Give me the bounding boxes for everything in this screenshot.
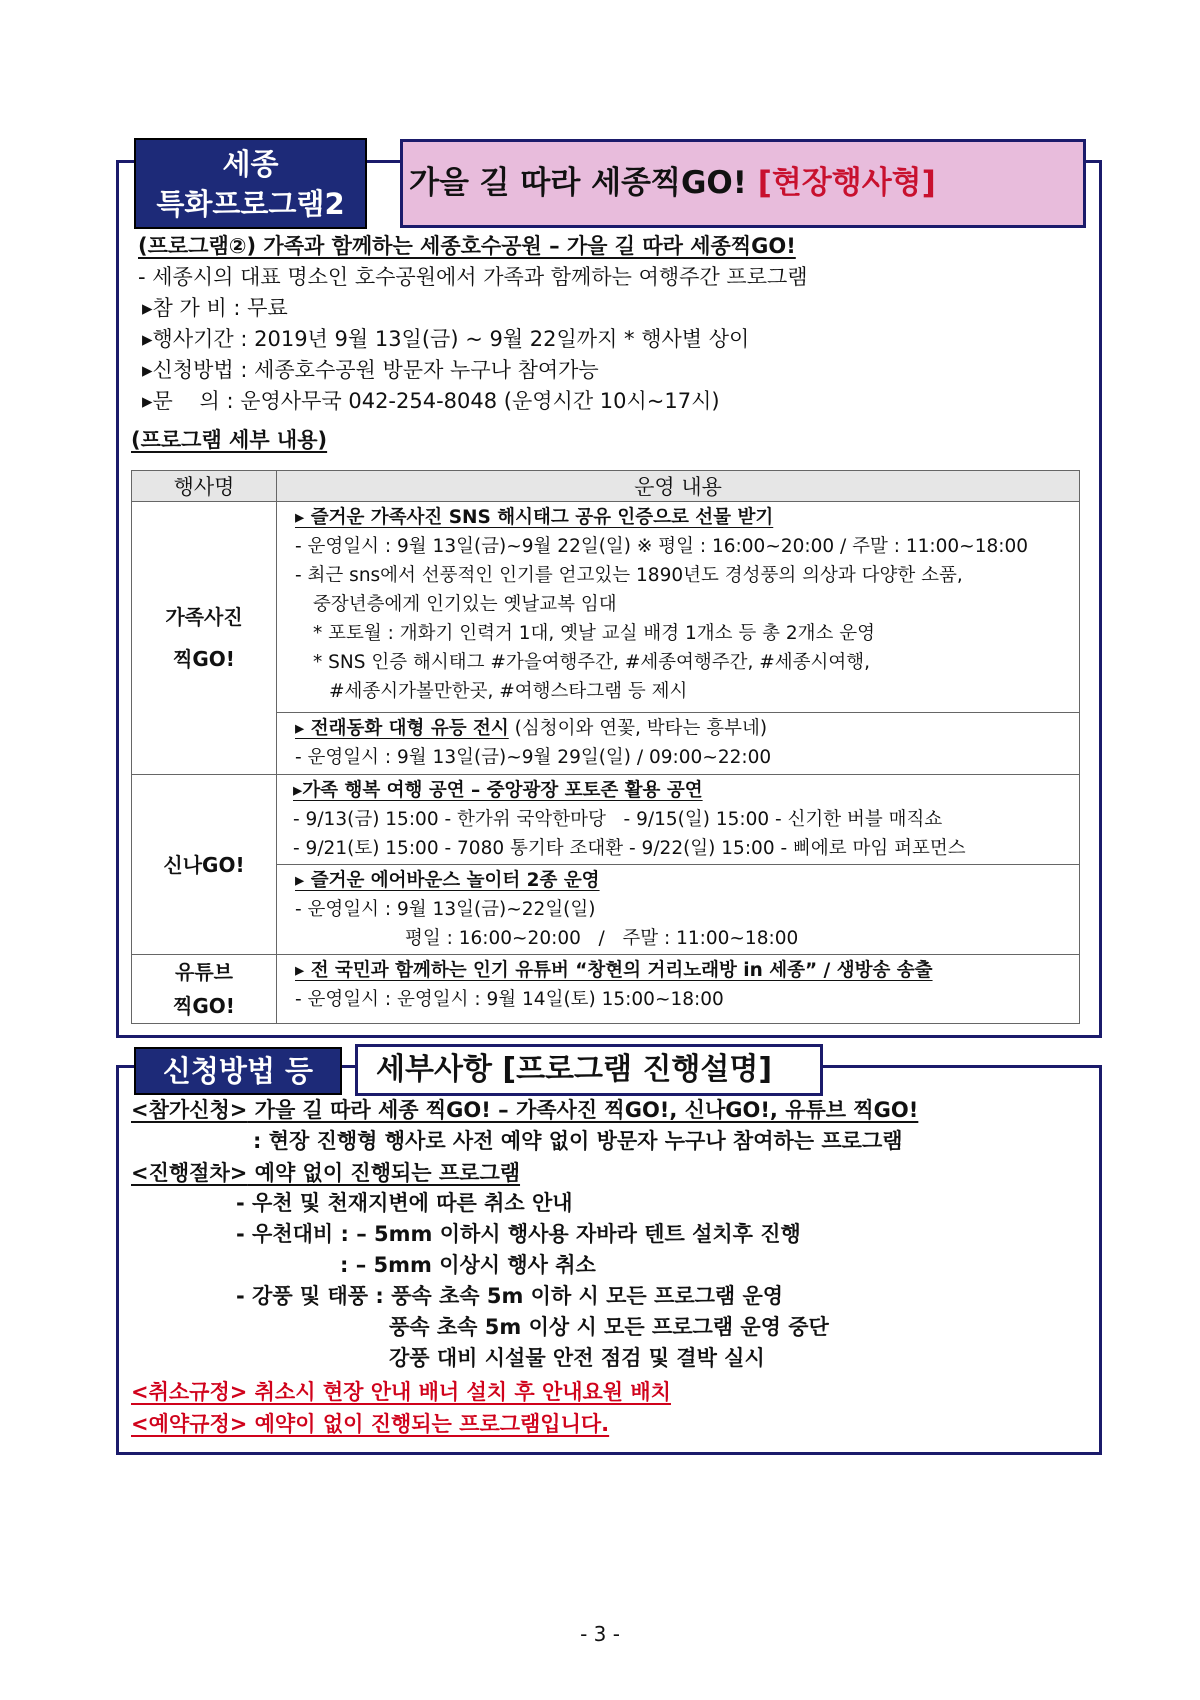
- item-line: 중장년층에게 인기있는 옛날교복 임대: [313, 594, 617, 615]
- proc-line: : – 5mm 이상시 행사 취소: [340, 1253, 596, 1277]
- item-line: * 포토월 : 개화기 인력거 1대, 옛날 교실 배경 1개소 등 총 2개소 운영: [313, 623, 876, 644]
- item-line: - 운영일시 : 9월 13일(금)~9월 22일(일) ※ 평일 : 16:00~20:00 / 주말 : 11:00~18:00: [295, 536, 1029, 557]
- item-title: ▸ 즐거운 에어바운스 놀이터 2종 운영: [295, 870, 600, 891]
- item-title: ▸ 전 국민과 함께하는 인기 유튜버 “창현의 거리노래방 in 세종” / 생방송 송출: [295, 960, 933, 981]
- apply-note: : 현장 진행형 행사로 사전 예약 없이 방문자 누구나 참여하는 프로그램: [253, 1129, 903, 1153]
- col-header-name: 행사명: [132, 471, 277, 502]
- info-period: ▸행사기간 : 2019년 9월 13일(금) ~ 9월 22일까지 * 행사별 상이: [142, 327, 750, 351]
- proc-line: 풍속 초속 5m 이상 시 모든 프로그램 운영 중단: [389, 1315, 829, 1339]
- item-title: ▸가족 행복 여행 공연 – 중앙광장 포토존 활용 공연: [293, 780, 703, 801]
- item-title-suffix: (심청이와 연꽃, 박타는 흥부네): [508, 718, 768, 739]
- col-header-content: 운영 내용: [277, 471, 1080, 502]
- section-tab: [134, 138, 367, 229]
- section-tab-apply: 신청방법 등: [134, 1047, 342, 1095]
- apply-text: 가을 길 따라 세종 찍GO! – 가족사진 찍GO!, 신나GO!, 유튜브 찍GO!: [247, 1098, 919, 1122]
- program-header: [400, 139, 1086, 228]
- program-table: [131, 470, 1080, 1024]
- proc-line: - 강풍 및 태풍 : 풍속 초속 5m 이하 시 모든 프로그램 운영: [236, 1284, 784, 1308]
- event-name: 가족사진: [165, 605, 243, 629]
- section-tab-line2: 특화프로그램2: [156, 187, 345, 221]
- event-content: [277, 865, 1080, 955]
- proc-line: - 우천대비 : – 5mm 이하시 행사용 자바라 텐트 설치후 진행: [236, 1222, 801, 1246]
- proc-line: 강풍 대비 시설물 안전 점검 및 결박 실시: [389, 1346, 765, 1370]
- details-header: 세부사항 [프로그램 진행설명]: [355, 1044, 823, 1096]
- program-title: (프로그램②) 가족과 함께하는 세종호수공원 – 가을 길 따라 세종찍GO!: [138, 234, 796, 258]
- apply-row: [131, 1095, 918, 1126]
- item-line: - 9/21(토) 15:00 - 7080 통기타 조대환 - 9/22(일) 15:00 - 삐에로 마임 퍼포먼스: [293, 838, 966, 859]
- event-name: 유튜브: [175, 960, 233, 984]
- event-name: 찍GO!: [173, 994, 235, 1018]
- page-number: - 3 -: [580, 1622, 620, 1646]
- event-name: 찍GO!: [173, 647, 235, 671]
- reservation-policy: <예약규정> 예약이 없이 진행되는 프로그램입니다.: [131, 1412, 610, 1436]
- item-line: - 운영일시 : 9월 13일(금)~22일(일): [295, 899, 596, 920]
- info-fee: ▸참 가 비 : 무료: [142, 296, 288, 320]
- item-title: ▸ 전래동화 대형 유등 전시: [295, 718, 509, 739]
- item-title: ▸ 즐거운 가족사진 SNS 해시태그 공유 인증으로 선물 받기: [295, 507, 774, 528]
- program-description: - 세종시의 대표 명소인 호수공원에서 가족과 함께하는 여행주간 프로그램: [138, 265, 808, 289]
- event-content: [277, 955, 1080, 1024]
- item-line: - 운영일시 : 운영일시 : 9월 14일(토) 15:00~18:00: [295, 989, 724, 1010]
- info-method: ▸신청방법 : 세종호수공원 방문자 누구나 참여가능: [142, 358, 599, 382]
- proc-line: - 우천 및 천재지변에 따른 취소 안내: [236, 1191, 573, 1215]
- proc-text: 예약 없이 진행되는 프로그램: [247, 1161, 521, 1185]
- item-line: #세종시가볼만한곳, #여행스타그램 등 제시: [329, 681, 688, 702]
- cancel-policy: <취소규정> 취소시 현장 안내 배너 설치 후 안내요원 배치: [131, 1380, 671, 1404]
- header-title: 가을 길 따라 세종찍GO!: [409, 165, 758, 201]
- item-line: * SNS 인증 해시태그 #가을여행주간, #세종여행주간, #세종시여행,: [313, 652, 871, 673]
- event-sinna: [132, 775, 277, 955]
- info-contact: ▸문 의 : 운영사무국 042-254-8048 (운영시간 10시~17시): [142, 389, 720, 413]
- header-tag: [현장행사형]: [757, 165, 936, 201]
- item-line: - 운영일시 : 9월 13일(금)~9월 29일(일) / 09:00~22:00: [295, 747, 772, 768]
- event-content: [277, 502, 1080, 713]
- proc-row: [131, 1158, 520, 1189]
- event-content: [277, 713, 1080, 775]
- apply-label: <참가신청>: [131, 1098, 248, 1122]
- event-youtube: [132, 955, 277, 1024]
- section-tab-line1: 세종: [222, 147, 279, 181]
- item-line: 평일 : 16:00~20:00 / 주말 : 11:00~18:00: [405, 928, 799, 949]
- detail-heading: (프로그램 세부 내용): [131, 428, 328, 452]
- proc-label: <진행절차>: [131, 1161, 248, 1185]
- event-content: [277, 775, 1080, 865]
- event-family-photo: [132, 502, 277, 775]
- event-name: 신나GO!: [163, 852, 245, 877]
- item-line: - 최근 sns에서 선풍적인 인기를 얻고있는 1890년도 경성풍의 의상과 다양한 소품,: [295, 565, 963, 586]
- item-line: - 9/13(금) 15:00 - 한가위 국악한마당 - 9/15(일) 15:00 - 신기한 버블 매직쇼: [293, 809, 943, 830]
